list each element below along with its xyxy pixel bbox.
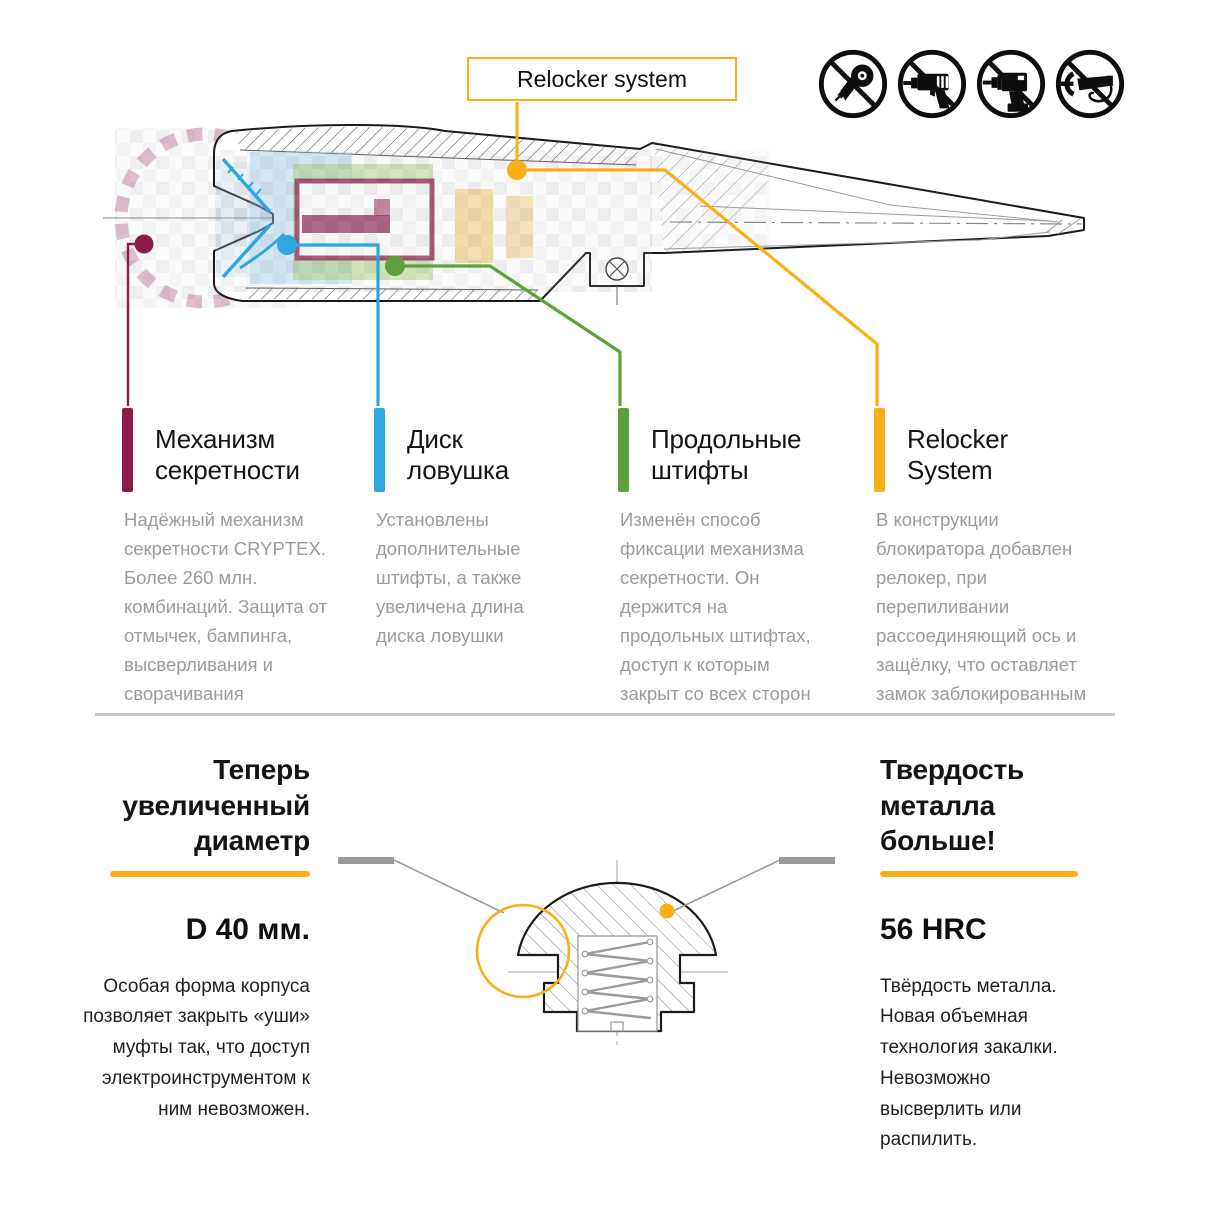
rivet-stem [611,1022,623,1031]
feature-color-bar [122,408,133,492]
diameter-description: Особая форма корпуса позволяет закрыть «уши» муфты так, что доступ электроинструментом к ним невозможен. [83,975,310,1120]
feature-color-bar [374,408,385,492]
hardness-title: Твердость металла больше! [880,754,1025,857]
feature-color-bar [874,408,885,492]
hardness-underline [880,871,1078,877]
feature-description: В конструкции блокиратора добавлен релокер, при перепиливании рассоединяющий ось и защёлку, что оставляет замок заблокированным [876,509,1087,705]
feature-title: Продольные штифты [651,424,802,486]
feature-description: Надёжный механизм секретности CRYPTEX. Более 260 млн. комбинаций. Защита от отмычек, бампинга, высверливания и сворачивания [124,509,328,705]
feature-title: Relocker System [907,424,1008,486]
disk-callout-dot [277,235,297,255]
no-hammer-drill-icon [974,47,1048,121]
pins-callout-dot [385,256,405,276]
diameter-title: Теперь увеличенный диаметр [122,754,310,857]
hardness-block [880,752,1125,1156]
no-die-grinder-icon [816,47,890,121]
diameter-block [60,752,310,1125]
relocker-system-label-box [467,57,737,101]
hardness-description: Твёрдость металла. Новая объемная технология закалки. Невозможно высверлить или распилить. [880,975,1058,1151]
feature-title: Диск ловушка [407,424,510,486]
left-leader-line [394,860,504,913]
mechanism-callout-dot [135,235,154,254]
diameter-value: D 40 мм. [185,912,310,946]
right-leader-line [671,860,780,912]
feature-description: Установлены дополнительные штифты, а также увеличена длина диска ловушки [376,509,524,647]
diameter-underline [110,871,310,877]
section-divider [95,713,1115,716]
pixelation-overlay-tail [650,150,770,250]
feature-description: Изменён способ фиксации механизма секретности. Он держится на продольных штифтах, доступ к которым закрыт со всех сторон [620,509,811,705]
right-leader-bar [779,857,835,864]
no-drill-icon [895,47,969,121]
relocker-callout-dot [507,160,527,180]
hardness-value: 56 HRC [880,912,987,946]
relocker-system-label: Relocker system [517,65,687,92]
highlight-dot [660,904,675,919]
rivet-cross-section-diagram [330,848,850,1063]
no-angle-grinder-icon [1053,47,1127,121]
left-leader-bar [338,857,394,864]
feature-color-bar [618,408,629,492]
feature-title: Механизм секретности [155,424,300,486]
prohibited-tools-row [816,47,1127,121]
